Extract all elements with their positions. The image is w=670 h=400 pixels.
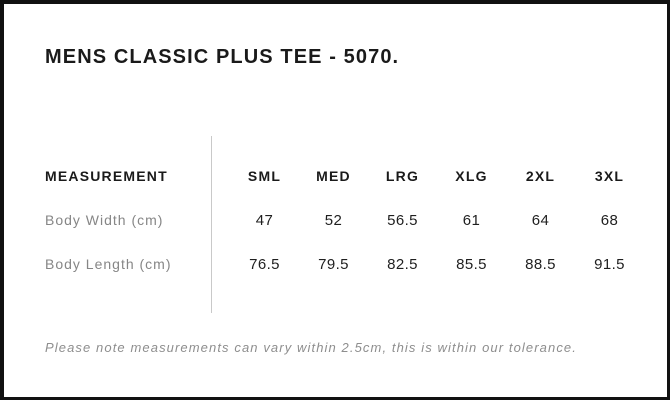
body-length-3xl: 91.5 xyxy=(594,255,625,273)
body-width-3xl: 68 xyxy=(600,211,619,229)
column-header-3xl: 3XL xyxy=(594,168,625,184)
body-width-lrg: 56.5 xyxy=(387,211,418,229)
row-label-body-length: Body Length (cm) xyxy=(45,256,172,272)
column-header-xlg: XLG xyxy=(455,168,488,184)
body-width-xlg: 61 xyxy=(462,211,481,229)
body-length-sml: 76.5 xyxy=(249,255,280,273)
column-header-sml: SML xyxy=(247,168,282,184)
product-title: MENS CLASSIC PLUS TEE - 5070. xyxy=(45,46,400,68)
column-header-lrg: LRG xyxy=(385,168,420,184)
tolerance-note: Please note measurements can vary within 2.5cm, this is within our tolerance. xyxy=(45,340,577,355)
column-header-med: MED xyxy=(316,168,351,184)
column-header-measurement: MEASUREMENT xyxy=(45,168,168,184)
size-chart-table xyxy=(45,154,644,286)
body-length-lrg: 82.5 xyxy=(387,255,418,273)
size-chart-grid xyxy=(45,154,644,286)
body-width-sml: 47 xyxy=(255,211,274,229)
body-length-xlg: 85.5 xyxy=(456,255,487,273)
row-label-body-width: Body Width (cm) xyxy=(45,212,164,228)
body-length-2xl: 88.5 xyxy=(525,255,556,273)
column-header-2xl: 2XL xyxy=(525,168,556,184)
body-width-2xl: 64 xyxy=(531,211,550,229)
body-width-med: 52 xyxy=(324,211,343,229)
table-column-divider xyxy=(211,136,212,313)
body-length-med: 79.5 xyxy=(318,255,349,273)
